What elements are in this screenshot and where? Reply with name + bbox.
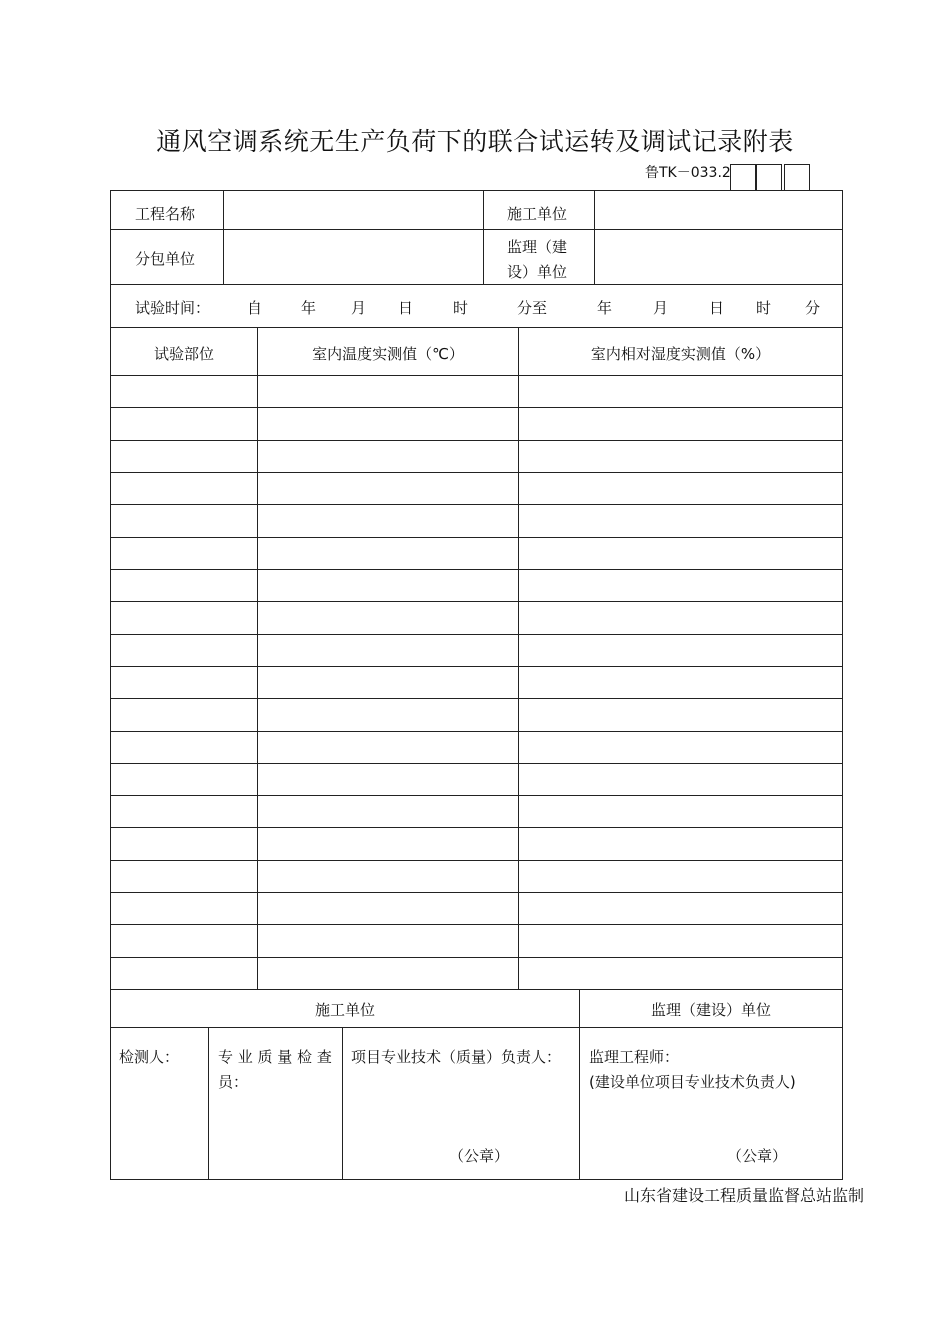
test-time-hour-end: 时: [756, 299, 772, 317]
table-row-divider: [111, 569, 842, 570]
supervising-engineer-label: 监理工程师：: [589, 1048, 680, 1066]
test-time-month: 月: [351, 299, 367, 317]
table-row-divider: [111, 407, 842, 408]
test-time-from: 自: [247, 299, 263, 317]
sign-supervision-unit: 监理（建设）单位: [650, 1001, 771, 1019]
quality-inspector-label-line2: 员：: [218, 1073, 249, 1091]
table-row-divider: [111, 634, 842, 635]
table-row-divider: [111, 731, 842, 732]
row-divider: [111, 229, 842, 230]
subcontract-unit-label: 分包单位: [135, 250, 196, 268]
test-time-year-end: 年: [597, 299, 613, 317]
table-row-divider: [111, 860, 842, 861]
footer-supervisor: 山东省建设工程质量监督总站监制: [623, 1186, 864, 1205]
table-row-divider: [111, 666, 842, 667]
sign-construction-unit: 施工单位: [314, 1001, 375, 1019]
owner-tech-lead-label: (建设单位项目专业技术负责人): [589, 1073, 796, 1091]
quality-inspector-label-line1: 专 业 质 量 检 查: [218, 1048, 332, 1066]
col-divider: [518, 327, 519, 989]
test-time-label: 试验时间：: [135, 299, 211, 317]
col-divider: [579, 989, 580, 1179]
test-time-minute-to: 分至: [517, 299, 548, 317]
row-divider: [111, 284, 842, 285]
test-time-hour: 时: [453, 299, 469, 317]
table-row-divider: [111, 957, 842, 958]
row-divider: [111, 989, 842, 990]
supervision-unit-label-line1: 监理（建: [507, 238, 568, 256]
inspector-label: 检测人：: [119, 1048, 180, 1066]
row-divider: [111, 375, 842, 376]
table-row-divider: [111, 698, 842, 699]
form-code: 鲁TK－033.2: [645, 165, 731, 181]
table-row-divider: [111, 924, 842, 925]
table-row-divider: [111, 892, 842, 893]
col-divider: [483, 191, 484, 284]
col-divider: [223, 191, 224, 284]
table-row-divider: [111, 504, 842, 505]
table-row-divider: [111, 601, 842, 602]
code-box-1: [730, 164, 756, 190]
project-name-label: 工程名称: [135, 205, 196, 223]
construction-unit-label: 施工单位: [507, 205, 568, 223]
row-divider: [111, 327, 842, 328]
table-row-divider: [111, 440, 842, 441]
code-box-3: [784, 164, 810, 190]
supervision-unit-label-line2: 设）单位: [507, 263, 568, 281]
col-divider: [257, 327, 258, 989]
test-time-month-end: 月: [653, 299, 669, 317]
seal-right: （公章）: [727, 1147, 788, 1165]
test-time-day: 日: [398, 299, 414, 317]
row-divider: [111, 1027, 842, 1028]
table-row-divider: [111, 472, 842, 473]
col-header-humidity: 室内相对湿度实测值（%）: [590, 345, 771, 363]
table-row-divider: [111, 763, 842, 764]
test-time-minute-end: 分: [805, 299, 821, 317]
document-title: 通风空调系统无生产负荷下的联合试运转及调试记录附表: [156, 127, 794, 156]
test-time-day-end: 日: [709, 299, 725, 317]
col-header-temperature: 室内温度实测值（℃）: [312, 345, 464, 363]
col-divider: [342, 1027, 343, 1179]
col-header-test-location: 试验部位: [153, 345, 214, 363]
seal-left: （公章）: [449, 1147, 510, 1165]
col-divider: [594, 191, 595, 284]
project-tech-lead-label: 项目专业技术（质量）负责人：: [351, 1048, 562, 1066]
form-table: [110, 190, 843, 1180]
test-time-year: 年: [301, 299, 317, 317]
col-divider: [208, 1027, 209, 1179]
code-box-2: [756, 164, 782, 190]
table-row-divider: [111, 827, 842, 828]
table-row-divider: [111, 795, 842, 796]
table-row-divider: [111, 537, 842, 538]
